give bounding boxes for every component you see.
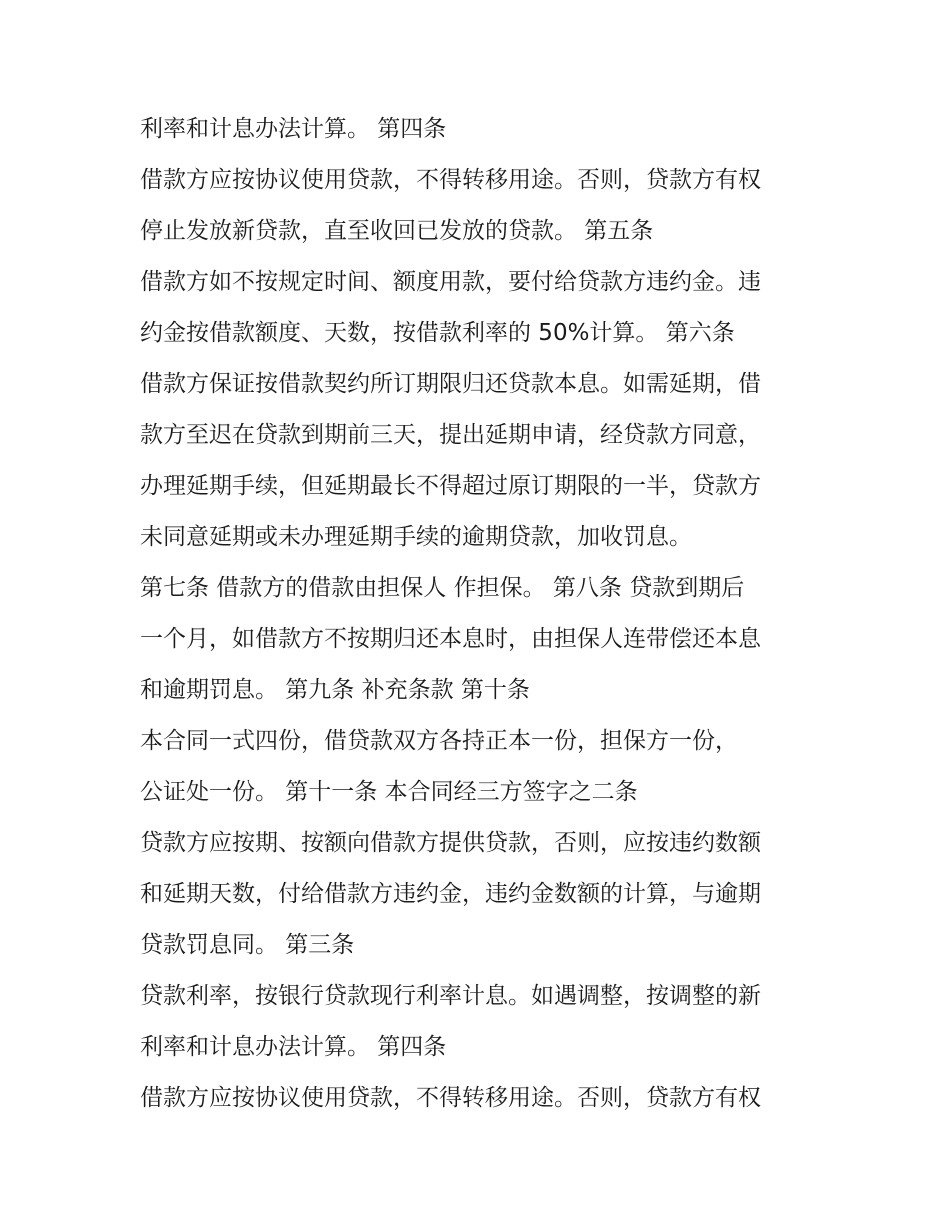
- text-line: 贷款方应按期、按额向借款方提供贷款，否则，应按违约数额: [140, 830, 761, 856]
- text-line: 一个月，如借款方不按期归还本息时，由担保人连带偿还本息: [140, 626, 761, 652]
- text-line: 贷款罚息同。 第三条: [140, 932, 355, 958]
- text-line: 停止发放新贷款，直至收回已发放的贷款。 第五条: [140, 218, 654, 244]
- text-line: 利率和计息办法计算。 第四条: [140, 1034, 447, 1060]
- text-line: 和逾期罚息。 第九条 补充条款 第十条: [140, 677, 530, 703]
- text-line: 公证处一份。 第十一条 本合同经三方签字之二条: [140, 779, 638, 805]
- text-line: 借款方保证按借款契约所订期限归还贷款本息。如需延期，借: [140, 371, 761, 397]
- text-line: 第七条 借款方的借款由担保人 作担保。 第八条 贷款到期后: [140, 575, 745, 601]
- text-line: 贷款利率，按银行贷款现行利率计息。如遇调整，按调整的新: [140, 983, 761, 1009]
- text-line: 约金按借款额度、天数，按借款利率的 50%计算。 第六条: [140, 320, 735, 346]
- text-line: 和延期天数，付给借款方违约金，违约金数额的计算，与逾期: [140, 881, 761, 907]
- text-line: 借款方如不按规定时间、额度用款，要付给贷款方违约金。违: [140, 269, 761, 295]
- text-line: 办理延期手续，但延期最长不得超过原订期限的一半，贷款方: [140, 473, 761, 499]
- text-line: 本合同一式四份，借贷款双方各持正本一份，担保方一份，: [140, 728, 738, 754]
- text-line: 借款方应按协议使用贷款，不得转移用途。否则，贷款方有权: [140, 167, 761, 193]
- text-line: 利率和计息办法计算。 第四条: [140, 116, 447, 142]
- document-body: [140, 112, 830, 1132]
- text-line: 未同意延期或未办理延期手续的逾期贷款，加收罚息。: [140, 524, 692, 550]
- text-line: 借款方应按协议使用贷款，不得转移用途。否则，贷款方有权: [140, 1085, 761, 1111]
- text-line: 款方至迟在贷款到期前三天，提出延期申请，经贷款方同意，: [140, 422, 761, 448]
